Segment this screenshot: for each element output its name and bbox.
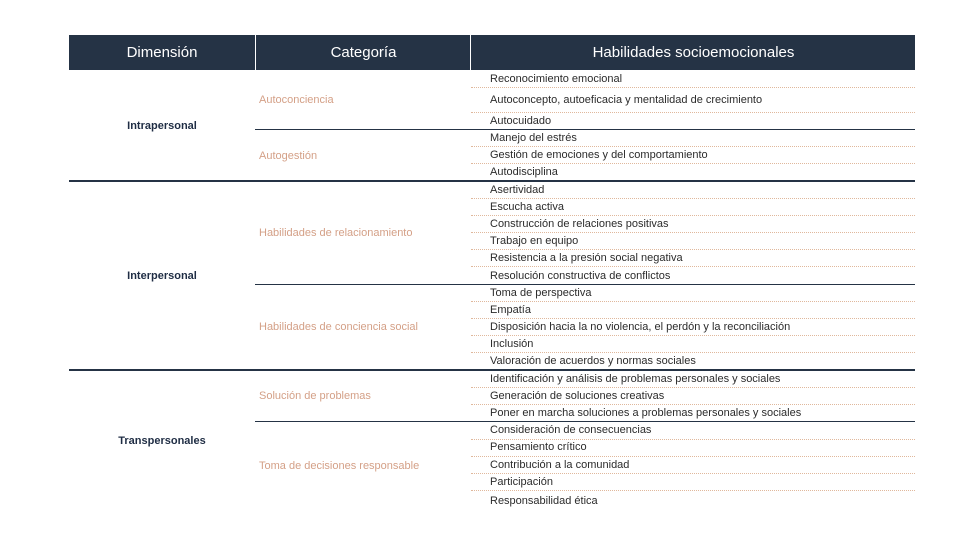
skill-item: Generación de soluciones creativas: [490, 390, 665, 402]
skill-item: Pensamiento crítico: [490, 441, 587, 453]
row-divider: [471, 335, 915, 336]
category-autogestion: Autogestión: [259, 150, 318, 162]
skill-item: Escucha activa: [490, 201, 564, 213]
dimension-divider: [69, 369, 915, 371]
skill-item: Valoración de acuerdos y normas sociales: [490, 355, 696, 367]
skill-item: Autocuidado: [490, 115, 552, 127]
header-dimension: Dimensión: [126, 44, 198, 61]
skill-item: Construcción de relaciones positivas: [490, 218, 669, 230]
dimension-transpersonales: Transpersonales: [118, 435, 206, 447]
row-divider: [471, 318, 915, 319]
row-divider: [471, 232, 915, 233]
skill-item: Resolución constructiva de conflictos: [490, 270, 671, 282]
category-divider: [255, 129, 915, 130]
skill-item: Contribución a la comunidad: [490, 459, 630, 471]
table-header: [69, 35, 915, 70]
row-divider: [471, 352, 915, 353]
row-divider: [471, 146, 915, 147]
skill-item: Participación: [490, 476, 553, 488]
row-divider: [471, 473, 915, 474]
dimension-intrapersonal: Intrapersonal: [127, 120, 197, 132]
category-conciencia-social: Habilidades de conciencia social: [259, 321, 418, 333]
skill-item: Poner en marcha soluciones a problemas personales y sociales: [490, 407, 802, 419]
skill-item: Autodisciplina: [490, 166, 558, 178]
category-relacionamiento: Habilidades de relacionamiento: [259, 227, 413, 239]
skill-item: Asertividad: [490, 184, 545, 196]
header-skills: Habilidades socioemocionales: [470, 35, 916, 70]
row-divider: [471, 439, 915, 440]
row-divider: [471, 404, 915, 405]
header-category: Categoría: [255, 35, 471, 70]
skill-item: Toma de perspectiva: [490, 287, 592, 299]
dimension-interpersonal: Interpersonal: [127, 270, 197, 282]
row-divider: [471, 198, 915, 199]
row-divider: [471, 215, 915, 216]
dimension-divider: [69, 180, 915, 182]
skill-item: Empatía: [490, 304, 531, 316]
row-divider: [471, 490, 915, 491]
category-autoconciencia: Autoconciencia: [259, 94, 334, 106]
skill-item: Reconocimiento emocional: [490, 73, 623, 85]
category-toma-decisiones: Toma de decisiones responsable: [259, 460, 420, 472]
skill-item: Manejo del estrés: [490, 132, 577, 144]
row-divider: [471, 87, 915, 88]
row-divider: [471, 301, 915, 302]
row-divider: [471, 387, 915, 388]
skill-item: Identificación y análisis de problemas personales y sociales: [490, 373, 781, 385]
skill-item: Gestión de emociones y del comportamiento: [490, 149, 708, 161]
row-divider: [471, 163, 915, 164]
skill-item: Resistencia a la presión social negativa: [490, 252, 683, 264]
skill-item: Autoconcepto, autoeficacia y mentalidad de crecimiento: [490, 94, 763, 106]
category-solucion-problemas: Solución de problemas: [259, 390, 371, 402]
skill-item: Trabajo en equipo: [490, 235, 579, 247]
category-divider: [255, 284, 915, 285]
skill-item: Responsabilidad ética: [490, 495, 598, 507]
skill-item: Disposición hacia la no violencia, el perdón y la reconciliación: [490, 321, 791, 333]
row-divider: [471, 112, 915, 113]
category-divider: [255, 421, 915, 422]
skill-item: Consideración de consecuencias: [490, 424, 652, 436]
skill-item: Inclusión: [490, 338, 534, 350]
row-divider: [471, 456, 915, 457]
row-divider: [471, 266, 915, 267]
row-divider: [471, 249, 915, 250]
